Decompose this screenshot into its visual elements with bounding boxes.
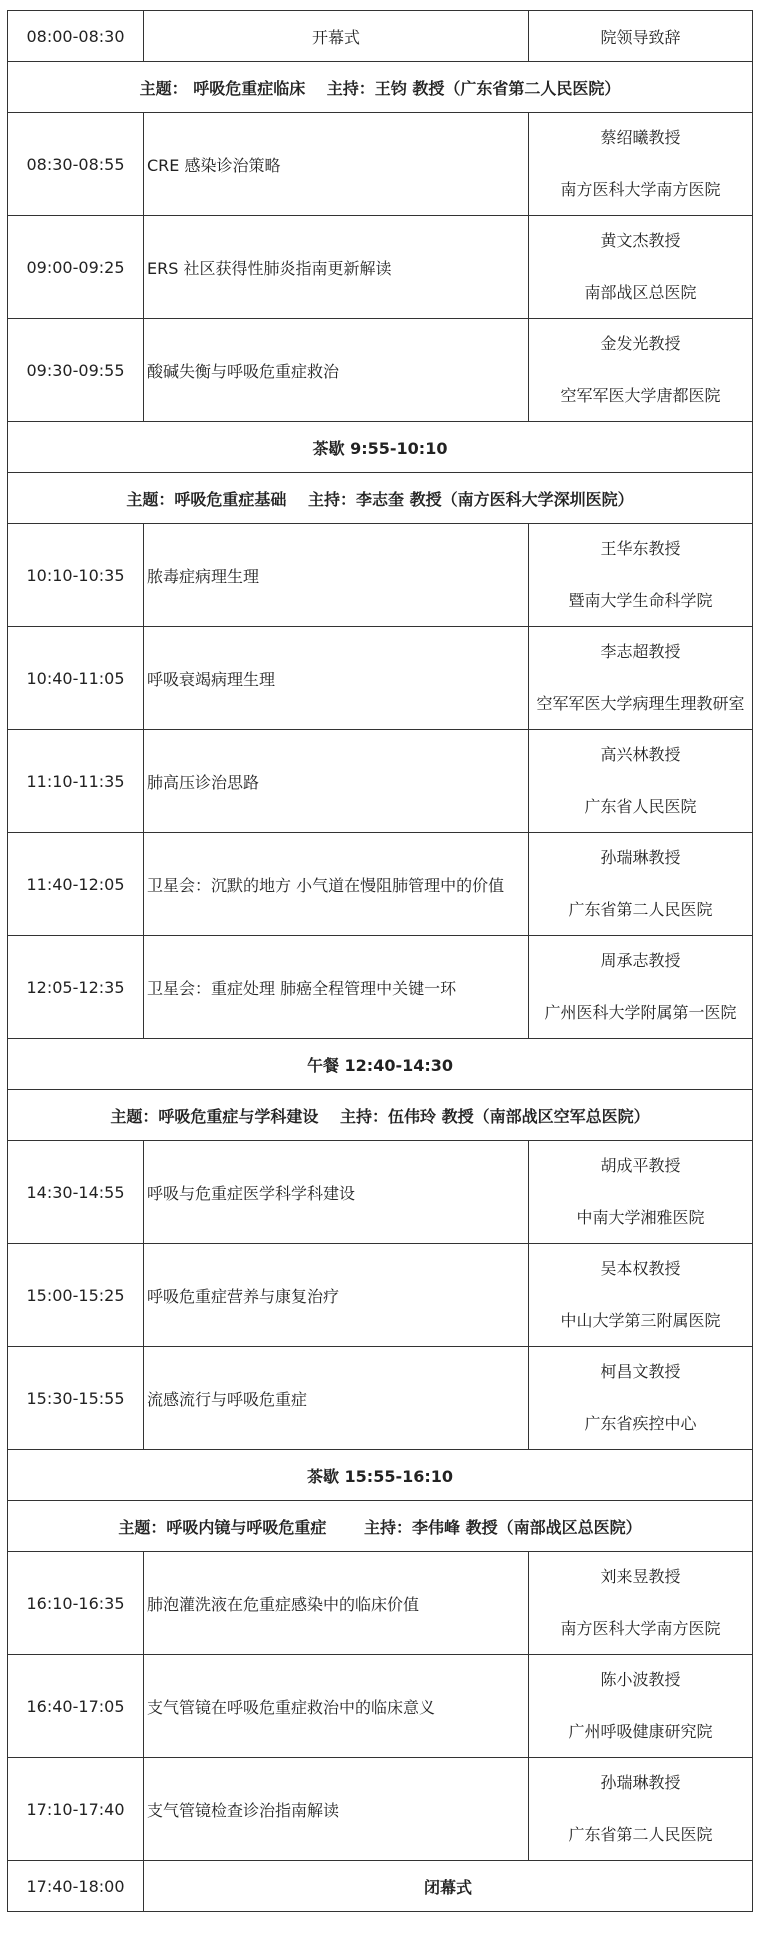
talk-row [8,216,753,319]
talk-time: 10:10-10:35 [8,524,144,627]
talk-row [8,113,753,216]
talk-time: 16:10-16:35 [8,1552,144,1655]
section-header-row [8,62,753,113]
speaker-affiliation: 南方医科大学南方医院 [560,1619,721,1638]
talk-time: 11:40-12:05 [8,833,144,936]
section-header: 主题：呼吸危重症与学科建设 主持：伍伟玲 教授（南部战区空军总医院） [8,1090,753,1141]
closing-time: 17:40-18:00 [8,1861,144,1912]
talk-topic: 酸碱失衡与呼吸危重症救治 [144,319,529,422]
talk-topic: 支气管镜检查诊治指南解读 [144,1758,529,1861]
talk-topic: CRE 感染诊治策略 [144,113,529,216]
talk-speaker-cell [529,113,753,216]
talk-speaker-cell [529,524,753,627]
speaker-name: 孙瑞琳教授 [600,1773,681,1792]
talk-row [8,1552,753,1655]
opening-row [8,11,753,62]
section-header-row [8,1039,753,1090]
speaker-affiliation: 暨南大学生命科学院 [568,591,713,610]
closing-row [8,1861,753,1912]
talk-speaker-cell [529,730,753,833]
talk-row [8,1244,753,1347]
talk-speaker-cell [529,1244,753,1347]
talk-time: 15:30-15:55 [8,1347,144,1450]
speaker-affiliation: 空军军医大学病理生理教研室 [536,694,745,713]
talk-time: 17:10-17:40 [8,1758,144,1861]
talk-time: 09:30-09:55 [8,319,144,422]
talk-time: 10:40-11:05 [8,627,144,730]
speaker-name: 陈小波教授 [600,1670,681,1689]
talk-row [8,833,753,936]
speaker-name: 李志超教授 [600,642,681,661]
speaker-name: 吴本权教授 [600,1259,681,1278]
speaker-name: 王华东教授 [600,539,681,558]
session-note: 院领导致辞 [529,11,753,62]
talk-topic: 卫星会：重症处理 肺癌全程管理中关键一环 [144,936,529,1039]
talk-time: 09:00-09:25 [8,216,144,319]
talk-topic: 呼吸衰竭病理生理 [144,627,529,730]
talk-topic: 卫星会：沉默的地方 小气道在慢阻肺管理中的价值 [144,833,529,936]
section-header: 主题：呼吸危重症基础 主持：李志奎 教授（南方医科大学深圳医院） [8,473,753,524]
talk-row [8,1758,753,1861]
speaker-name: 胡成平教授 [600,1156,681,1175]
speaker-name: 金发光教授 [600,334,681,353]
section-header: 主题：呼吸内镜与呼吸危重症 主持：李伟峰 教授（南部战区总医院） [8,1501,753,1552]
speaker-affiliation: 南方医科大学南方医院 [560,180,721,199]
section-header-row [8,422,753,473]
talk-speaker-cell [529,936,753,1039]
talk-time: 11:10-11:35 [8,730,144,833]
talk-topic: 呼吸危重症营养与康复治疗 [144,1244,529,1347]
section-header-row [8,1090,753,1141]
talk-topic: 脓毒症病理生理 [144,524,529,627]
speaker-name: 孙瑞琳教授 [600,848,681,867]
speaker-name: 黄文杰教授 [600,231,681,250]
talk-row [8,1141,753,1244]
talk-topic: ERS 社区获得性肺炎指南更新解读 [144,216,529,319]
talk-topic: 肺泡灌洗液在危重症感染中的临床价值 [144,1552,529,1655]
schedule-table [7,10,753,1912]
speaker-affiliation: 空军军医大学唐都医院 [560,386,721,405]
speaker-affiliation: 中山大学第三附属医院 [560,1311,721,1330]
section-header: 主题： 呼吸危重症临床 主持：王钧 教授（广东省第二人民医院） [8,62,753,113]
talk-speaker-cell [529,1141,753,1244]
speaker-affiliation: 广东省第二人民医院 [568,1825,713,1844]
talk-speaker-cell [529,627,753,730]
talk-time: 14:30-14:55 [8,1141,144,1244]
section-header-row [8,1501,753,1552]
speaker-affiliation: 中南大学湘雅医院 [576,1208,705,1227]
talk-speaker-cell [529,1552,753,1655]
section-header: 茶歇 15:55-16:10 [8,1450,753,1501]
talk-row [8,1655,753,1758]
talk-speaker-cell [529,1758,753,1861]
section-header-row [8,473,753,524]
talk-speaker-cell [529,833,753,936]
section-header: 茶歇 9:55-10:10 [8,422,753,473]
section-header-row [8,1450,753,1501]
speaker-affiliation: 广州呼吸健康研究院 [568,1722,713,1741]
talk-row [8,936,753,1039]
talk-speaker-cell [529,319,753,422]
talk-speaker-cell [529,1347,753,1450]
speaker-affiliation: 广州医科大学附属第一医院 [544,1003,737,1022]
talk-topic: 支气管镜在呼吸危重症救治中的临床意义 [144,1655,529,1758]
talk-time: 15:00-15:25 [8,1244,144,1347]
speaker-name: 蔡绍曦教授 [600,128,681,147]
talk-time: 16:40-17:05 [8,1655,144,1758]
talk-row [8,319,753,422]
talk-speaker-cell [529,1655,753,1758]
speaker-affiliation: 南部战区总医院 [584,283,697,302]
talk-topic: 呼吸与危重症医学科学科建设 [144,1141,529,1244]
speaker-affiliation: 广东省疾控中心 [584,1414,697,1433]
schedule-body [8,11,753,1912]
speaker-name: 刘来昱教授 [600,1567,681,1586]
session-title: 开幕式 [144,11,529,62]
talk-row [8,627,753,730]
talk-time: 12:05-12:35 [8,936,144,1039]
section-header: 午餐 12:40-14:30 [8,1039,753,1090]
closing-title: 闭幕式 [144,1861,753,1912]
talk-topic: 流感流行与呼吸危重症 [144,1347,529,1450]
talk-row [8,1347,753,1450]
speaker-affiliation: 广东省第二人民医院 [568,900,713,919]
talk-row [8,524,753,627]
speaker-name: 柯昌文教授 [600,1362,681,1381]
speaker-affiliation: 广东省人民医院 [584,797,697,816]
session-time: 08:00-08:30 [8,11,144,62]
talk-speaker-cell [529,216,753,319]
speaker-name: 高兴林教授 [600,745,681,764]
talk-row [8,730,753,833]
talk-topic: 肺高压诊治思路 [144,730,529,833]
talk-time: 08:30-08:55 [8,113,144,216]
speaker-name: 周承志教授 [600,951,681,970]
